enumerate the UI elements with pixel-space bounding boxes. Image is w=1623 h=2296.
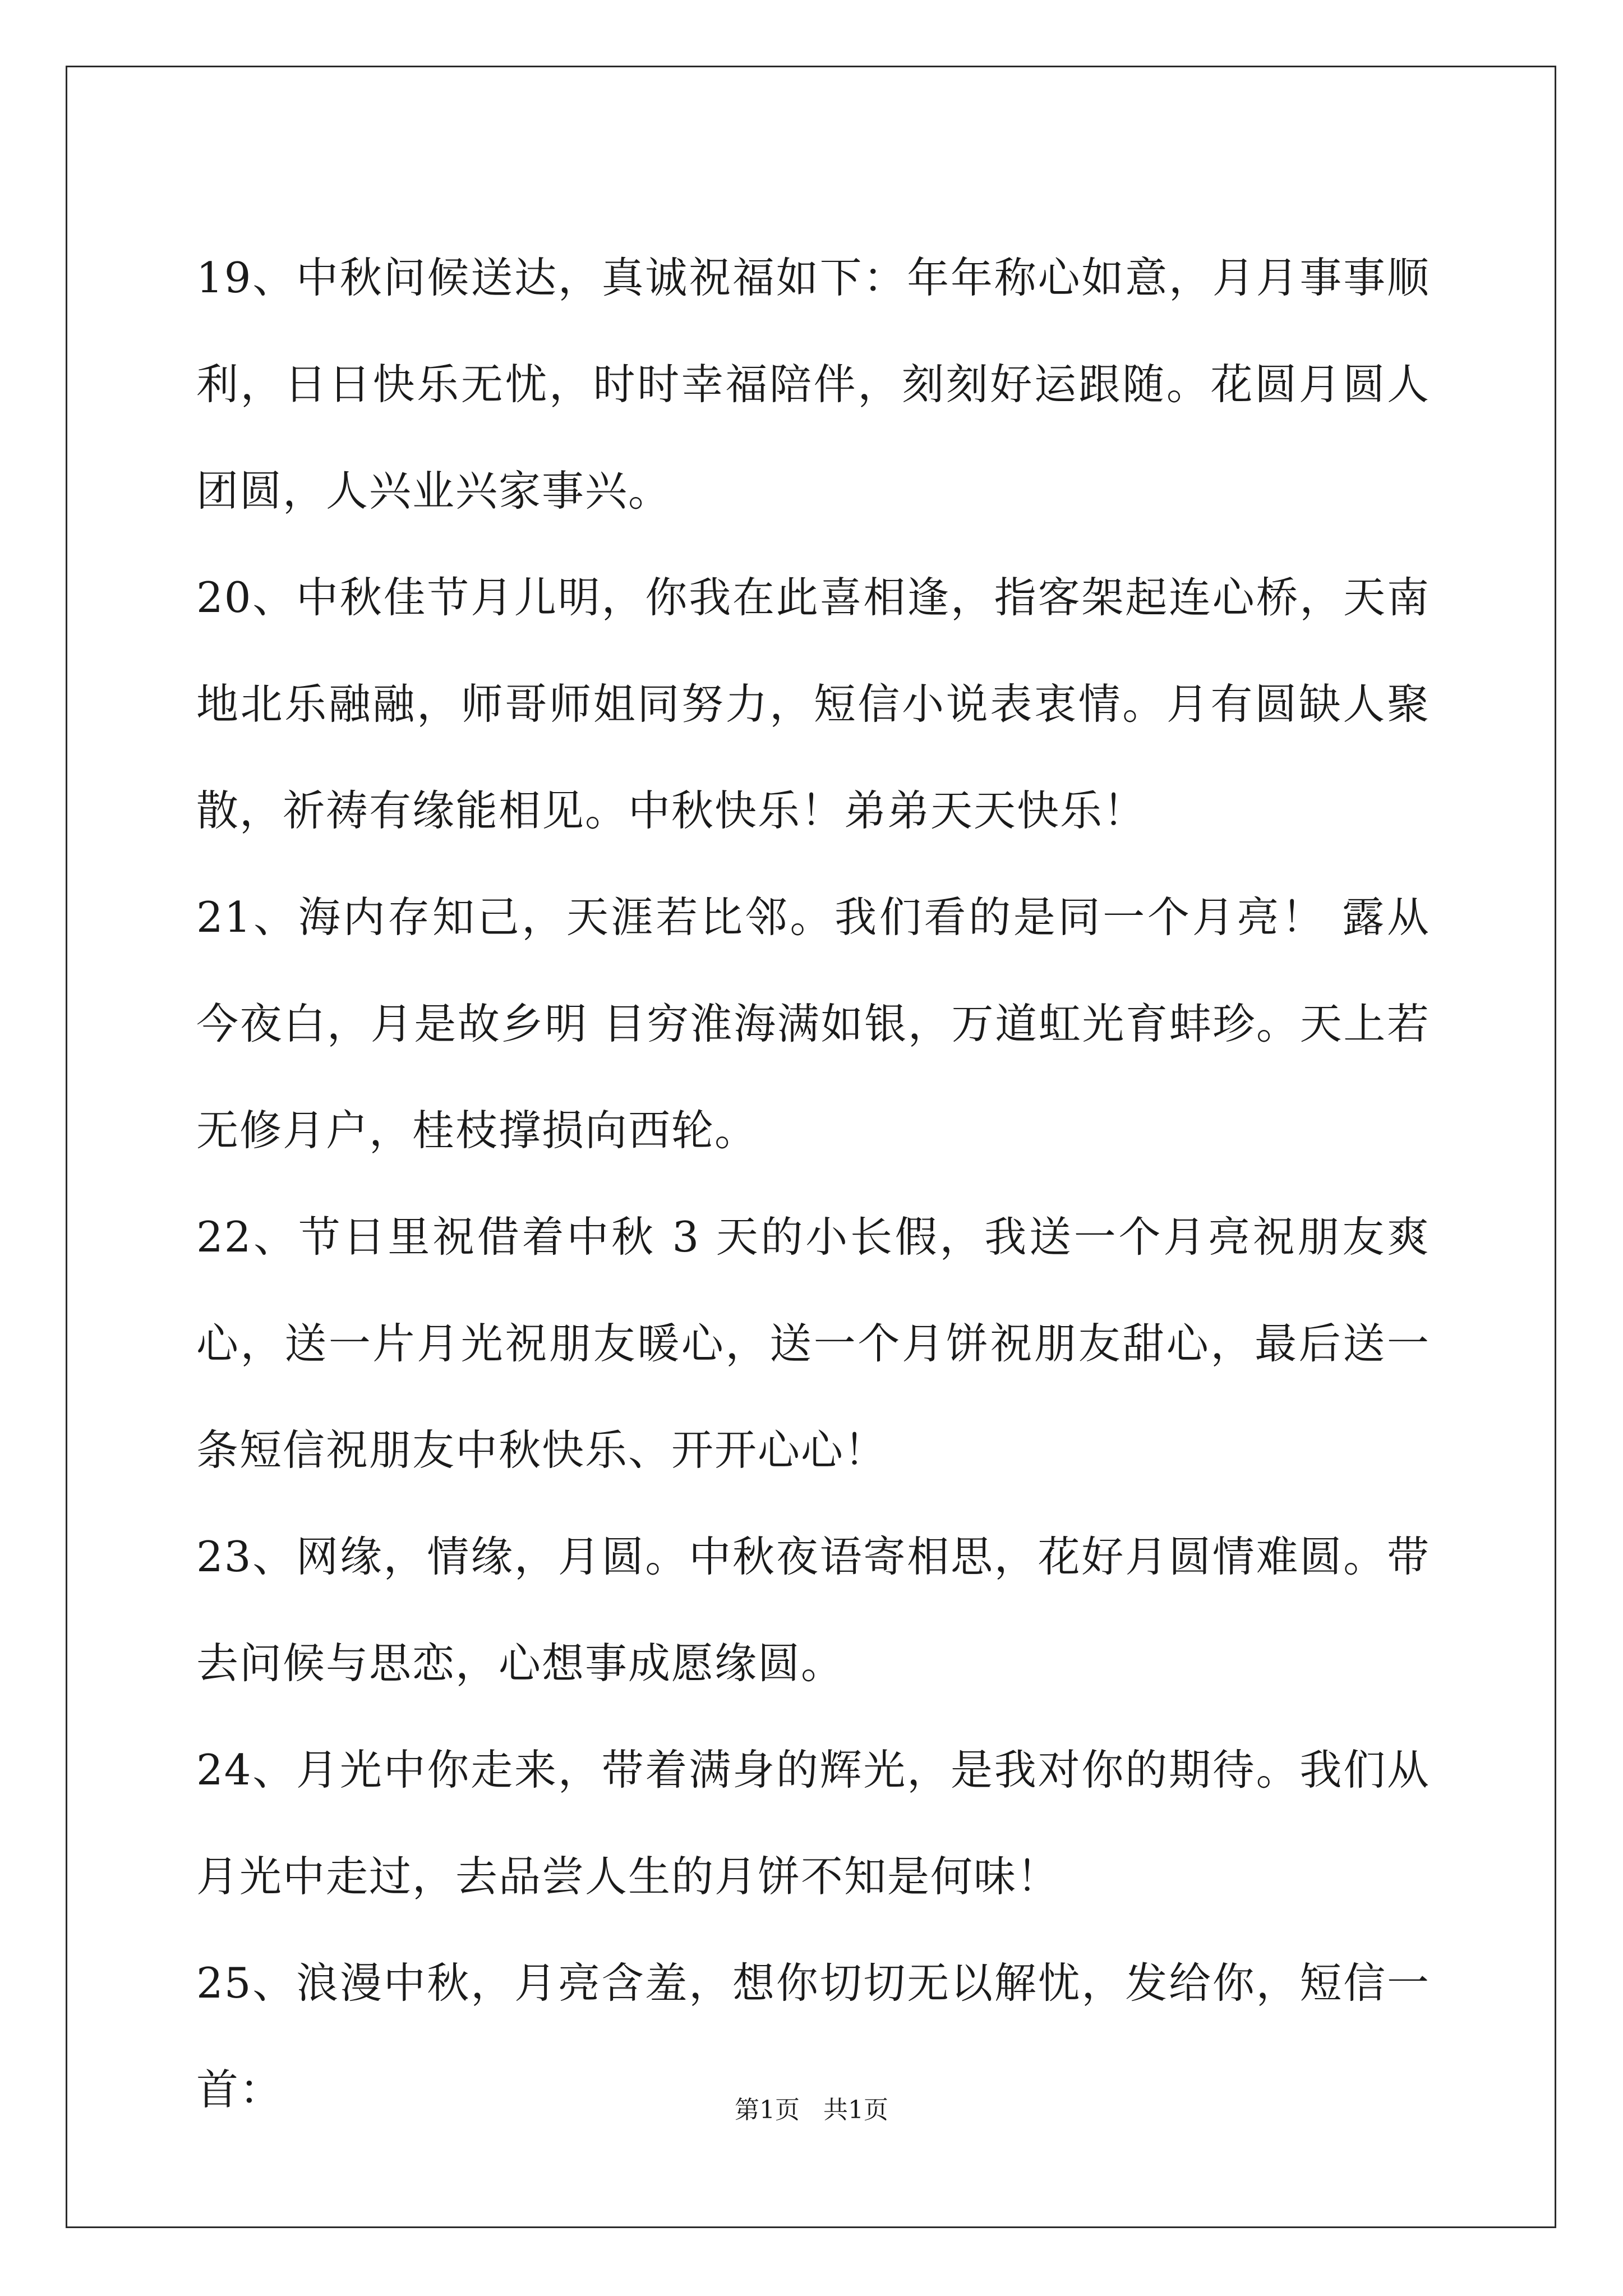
paragraph-24: 24、月光中你走来，带着满身的辉光，是我对你的期待。我们从月光中走过，去品尝人生的月饼不知是何味！ xyxy=(196,1745,1430,1901)
paragraph-21: 21、海内存知己，天涯若比邻。我们看的是同一个月亮！ 露从今夜白，月是故乡明 目穷淮海满如银，万道虹光育蚌珍。天上若无修月户，桂枝撑损向西轮。 xyxy=(196,892,1430,1155)
page-footer: 第1页 共1页 xyxy=(735,2096,888,2124)
paragraph-25: 25、浪漫中秋，月亮含羞，想你切切无以解忧，发给你，短信一首： xyxy=(196,1958,1430,2114)
document-body xyxy=(196,224,1430,2143)
paragraph-19: 19、中秋问候送达，真诚祝福如下：年年称心如意，月月事事顺利，日日快乐无忧，时时幸福陪伴，刻刻好运跟随。花圆月圆人团圆，人兴业兴家事兴。 xyxy=(196,253,1430,516)
paragraph-22: 22、节日里祝借着中秋 3 天的小长假，我送一个月亮祝朋友爽心，送一片月光祝朋友暖心，送一个月饼祝朋友甜心，最后送一条短信祝朋友中秋快乐、开开心心！ xyxy=(196,1212,1430,1475)
paragraph-23: 23、网缘，情缘，月圆。中秋夜语寄相思，花好月圆情难圆。带去问候与思恋，心想事成愿缘圆。 xyxy=(196,1532,1430,1688)
paragraph-20: 20、中秋佳节月儿明，你我在此喜相逢，指客架起连心桥，天南地北乐融融，师哥师姐同努力，短信小说表衷情。月有圆缺人聚散，祈祷有缘能相见。中秋快乐！弟弟天天快乐！ xyxy=(196,573,1430,835)
